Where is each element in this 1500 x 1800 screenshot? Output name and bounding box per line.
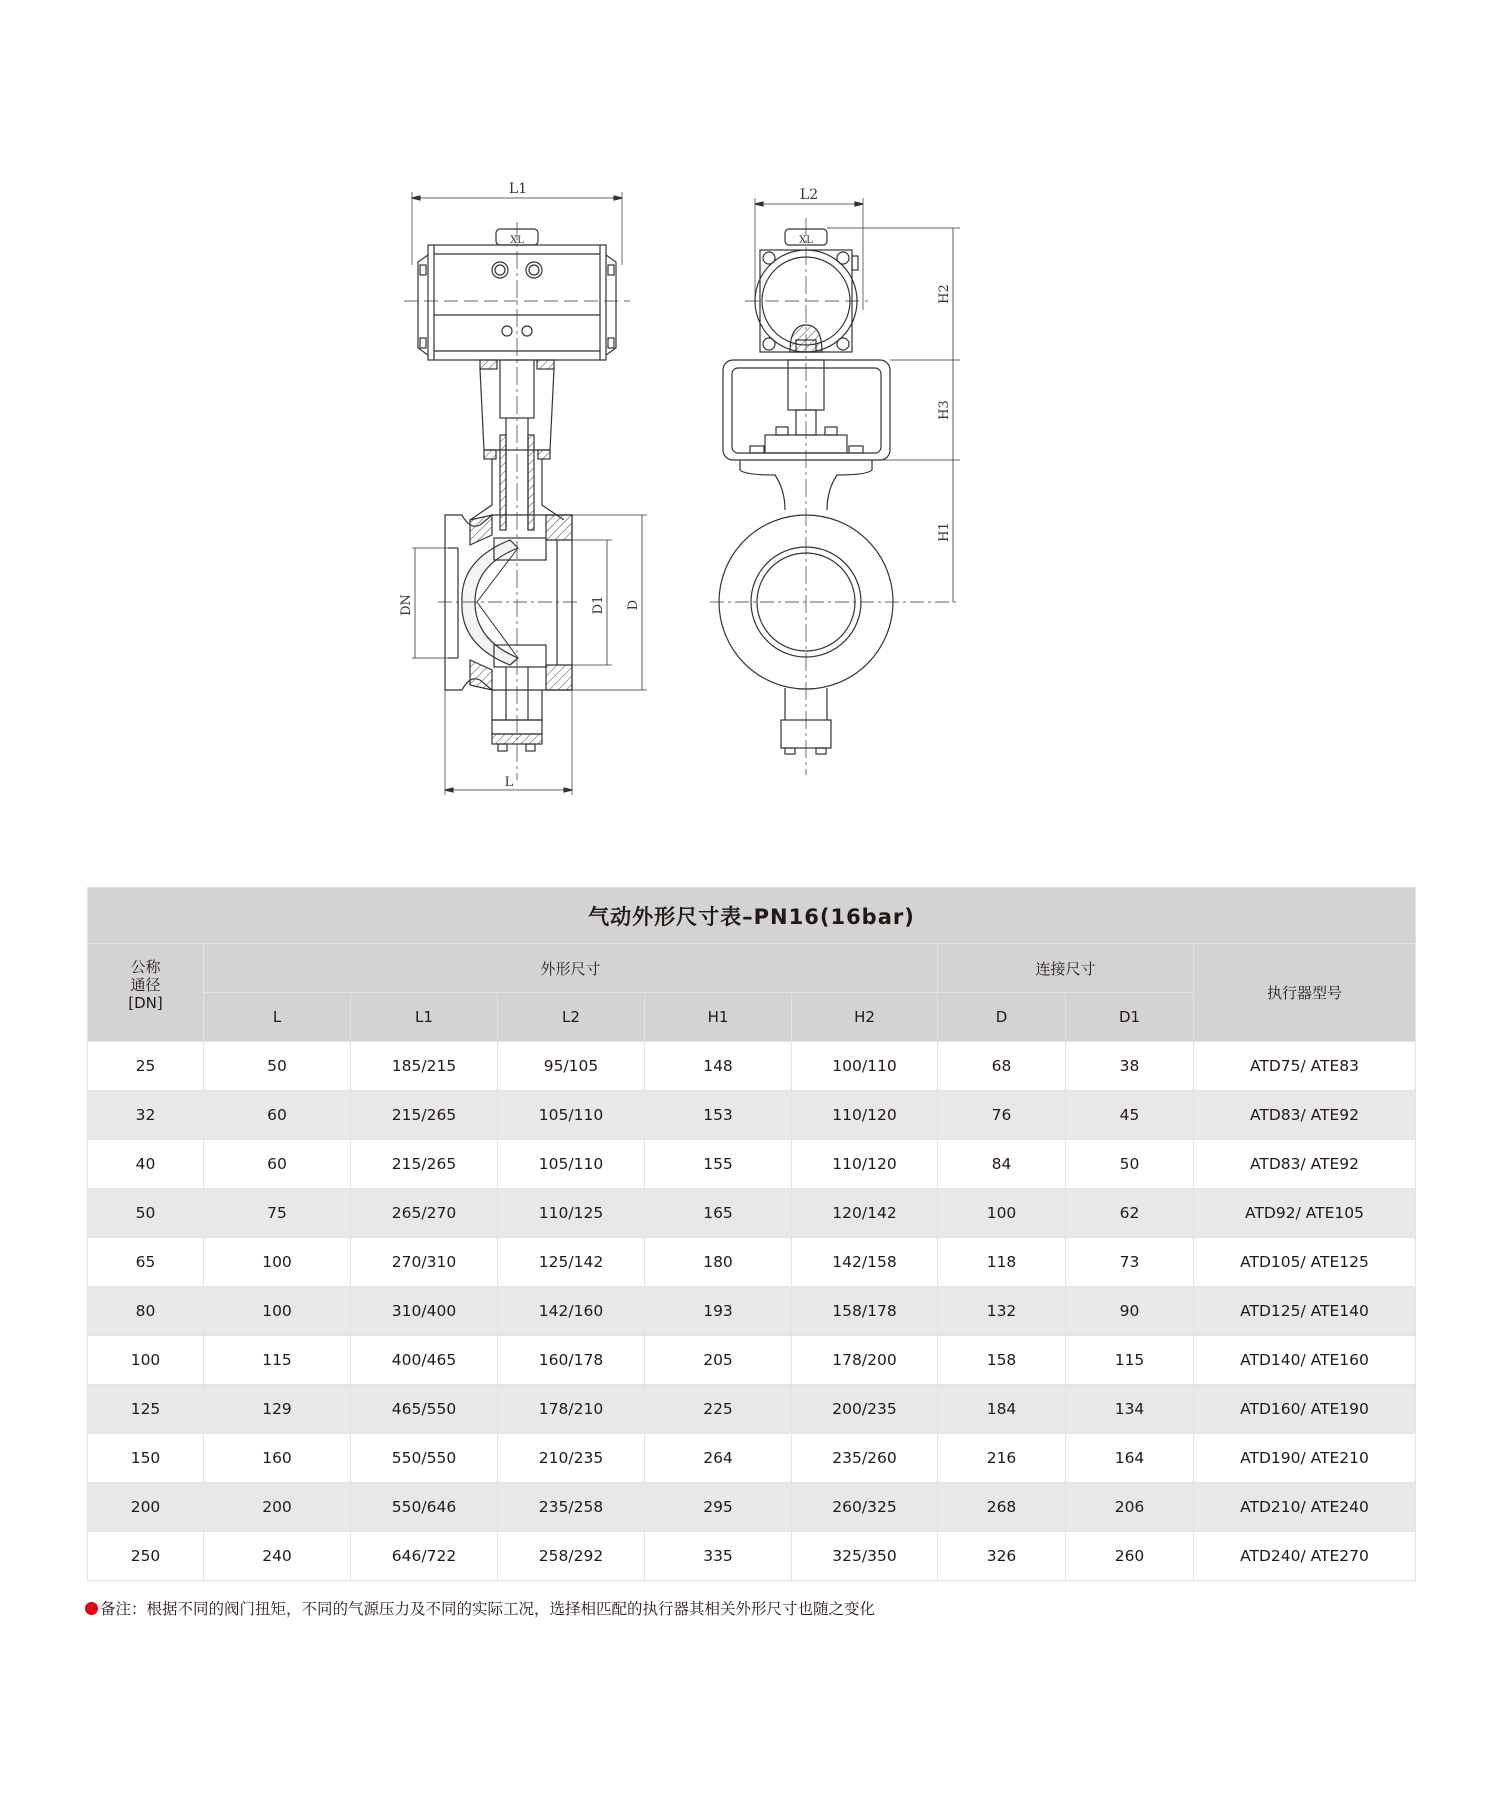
header-actuator-model: 执行器型号 xyxy=(1194,944,1416,1042)
cell-H2: 200/235 xyxy=(792,1385,938,1434)
label-XL-left: XL xyxy=(510,235,524,246)
table-row xyxy=(88,1336,1416,1385)
dimension-L2 xyxy=(755,187,863,310)
header-L2: L2 xyxy=(498,993,645,1042)
cell-D1: 90 xyxy=(1066,1287,1194,1336)
cell-H1: 180 xyxy=(645,1238,792,1287)
header-dn-line3: [DN] xyxy=(128,994,163,1012)
cell-D: 132 xyxy=(938,1287,1066,1336)
cell-dn: 80 xyxy=(88,1287,204,1336)
cell-H1: 295 xyxy=(645,1483,792,1532)
cell-H2: 178/200 xyxy=(792,1336,938,1385)
cell-actuator: ATD83/ ATE92 xyxy=(1194,1140,1416,1189)
cell-D1: 260 xyxy=(1066,1532,1194,1581)
cell-actuator: ATD92/ ATE105 xyxy=(1194,1189,1416,1238)
cell-L: 100 xyxy=(204,1238,351,1287)
label-L1: L1 xyxy=(508,181,528,197)
cell-actuator: ATD125/ ATE140 xyxy=(1194,1287,1416,1336)
cell-D1: 62 xyxy=(1066,1189,1194,1238)
cell-L: 160 xyxy=(204,1434,351,1483)
header-outer-dimensions: 外形尺寸 xyxy=(204,944,938,993)
table-row xyxy=(88,1189,1416,1238)
cell-L2: 142/160 xyxy=(498,1287,645,1336)
label-D1: D1 xyxy=(591,595,606,615)
table-row xyxy=(88,1238,1416,1287)
cell-dn: 32 xyxy=(88,1091,204,1140)
dimension-D xyxy=(572,515,647,690)
label-XL-right: XL xyxy=(799,235,813,246)
cell-dn: 250 xyxy=(88,1532,204,1581)
header-H1: H1 xyxy=(645,993,792,1042)
cell-L2: 110/125 xyxy=(498,1189,645,1238)
cell-L: 60 xyxy=(204,1140,351,1189)
table-body xyxy=(88,1042,1416,1581)
cell-D: 326 xyxy=(938,1532,1066,1581)
cell-L: 100 xyxy=(204,1287,351,1336)
header-dn xyxy=(88,944,204,1042)
cell-actuator: ATD160/ ATE190 xyxy=(1194,1385,1416,1434)
cell-L1: 550/550 xyxy=(351,1434,498,1483)
cell-L: 60 xyxy=(204,1091,351,1140)
cell-L2: 258/292 xyxy=(498,1532,645,1581)
footnote xyxy=(85,1597,875,1619)
cell-D1: 164 xyxy=(1066,1434,1194,1483)
header-D: D xyxy=(938,993,1066,1042)
cell-L2: 178/210 xyxy=(498,1385,645,1434)
label-L2: L2 xyxy=(799,187,819,203)
cell-dn: 65 xyxy=(88,1238,204,1287)
cell-L2: 235/258 xyxy=(498,1483,645,1532)
cell-L1: 310/400 xyxy=(351,1287,498,1336)
cell-H1: 165 xyxy=(645,1189,792,1238)
table-row xyxy=(88,1140,1416,1189)
header-L: L xyxy=(204,993,351,1042)
valve-technical-drawing xyxy=(0,0,1500,820)
front-section-view xyxy=(399,181,647,795)
cell-H1: 335 xyxy=(645,1532,792,1581)
cell-D1: 50 xyxy=(1066,1140,1194,1189)
cell-L1: 646/722 xyxy=(351,1532,498,1581)
cell-D1: 134 xyxy=(1066,1385,1194,1434)
cell-L1: 265/270 xyxy=(351,1189,498,1238)
cell-D: 100 xyxy=(938,1189,1066,1238)
cell-L1: 215/265 xyxy=(351,1091,498,1140)
cell-L1: 400/465 xyxy=(351,1336,498,1385)
table-row xyxy=(88,1483,1416,1532)
cell-D: 68 xyxy=(938,1042,1066,1091)
cell-H2: 142/158 xyxy=(792,1238,938,1287)
cell-L1: 465/550 xyxy=(351,1385,498,1434)
cell-D1: 73 xyxy=(1066,1238,1194,1287)
dimension-DN xyxy=(399,548,448,658)
cell-H2: 260/325 xyxy=(792,1483,938,1532)
cell-H2: 235/260 xyxy=(792,1434,938,1483)
header-connection-dimensions: 连接尺寸 xyxy=(938,944,1194,993)
cell-H1: 264 xyxy=(645,1434,792,1483)
cell-L: 115 xyxy=(204,1336,351,1385)
cell-L: 75 xyxy=(204,1189,351,1238)
cell-D: 118 xyxy=(938,1238,1066,1287)
cell-H2: 110/120 xyxy=(792,1140,938,1189)
label-H2: H2 xyxy=(937,284,952,304)
cell-H1: 205 xyxy=(645,1336,792,1385)
cell-D1: 206 xyxy=(1066,1483,1194,1532)
table-row xyxy=(88,1091,1416,1140)
cell-L2: 95/105 xyxy=(498,1042,645,1091)
cell-dn: 200 xyxy=(88,1483,204,1532)
cell-actuator: ATD83/ ATE92 xyxy=(1194,1091,1416,1140)
cell-D1: 45 xyxy=(1066,1091,1194,1140)
cell-actuator: ATD190/ ATE210 xyxy=(1194,1434,1416,1483)
header-L1: L1 xyxy=(351,993,498,1042)
cell-H1: 155 xyxy=(645,1140,792,1189)
label-D: D xyxy=(626,599,641,611)
cell-L1: 270/310 xyxy=(351,1238,498,1287)
cell-L2: 105/110 xyxy=(498,1091,645,1140)
cell-D: 76 xyxy=(938,1091,1066,1140)
label-H1: H1 xyxy=(937,522,952,542)
cell-actuator: ATD140/ ATE160 xyxy=(1194,1336,1416,1385)
header-H2: H2 xyxy=(792,993,938,1042)
cell-L1: 185/215 xyxy=(351,1042,498,1091)
label-L: L xyxy=(504,775,514,790)
cell-dn: 40 xyxy=(88,1140,204,1189)
cell-L1: 215/265 xyxy=(351,1140,498,1189)
cell-H2: 100/110 xyxy=(792,1042,938,1091)
side-view xyxy=(710,187,960,775)
table-row xyxy=(88,1385,1416,1434)
cell-dn: 100 xyxy=(88,1336,204,1385)
cell-L2: 105/110 xyxy=(498,1140,645,1189)
dimension-D1 xyxy=(557,540,612,665)
cell-L2: 125/142 xyxy=(498,1238,645,1287)
table-row xyxy=(88,1434,1416,1483)
cell-actuator: ATD240/ ATE270 xyxy=(1194,1532,1416,1581)
cell-D: 84 xyxy=(938,1140,1066,1189)
header-dn-line2: 通径 xyxy=(130,976,161,994)
cell-D: 216 xyxy=(938,1434,1066,1483)
dimension-H1 xyxy=(872,460,960,602)
cell-dn: 125 xyxy=(88,1385,204,1434)
cell-H2: 110/120 xyxy=(792,1091,938,1140)
table-title: 气动外形尺寸表–PN16(16bar) xyxy=(88,888,1416,944)
cell-L: 200 xyxy=(204,1483,351,1532)
cell-H2: 120/142 xyxy=(792,1189,938,1238)
label-H3: H3 xyxy=(937,400,952,420)
cell-H1: 153 xyxy=(645,1091,792,1140)
cell-H2: 158/178 xyxy=(792,1287,938,1336)
cell-actuator: ATD210/ ATE240 xyxy=(1194,1483,1416,1532)
cell-L: 129 xyxy=(204,1385,351,1434)
cell-L: 50 xyxy=(204,1042,351,1091)
cell-L1: 550/646 xyxy=(351,1483,498,1532)
cell-H1: 193 xyxy=(645,1287,792,1336)
table-row xyxy=(88,1532,1416,1581)
cell-D: 184 xyxy=(938,1385,1066,1434)
cell-L: 240 xyxy=(204,1532,351,1581)
cell-D1: 115 xyxy=(1066,1336,1194,1385)
header-dn-line1: 公称 xyxy=(130,958,161,976)
cell-D: 268 xyxy=(938,1483,1066,1532)
bullet-dot-icon xyxy=(85,1602,98,1615)
footnote-text: 备注：根据不同的阀门扭矩，不同的气源压力及不同的实际工况，选择相匹配的执行器其相关外形尺寸也随之变化 xyxy=(100,1600,876,1618)
cell-dn: 25 xyxy=(88,1042,204,1091)
cell-actuator: ATD105/ ATE125 xyxy=(1194,1238,1416,1287)
label-DN: DN xyxy=(399,594,414,616)
dimension-table xyxy=(87,887,1416,1581)
header-D1: D1 xyxy=(1066,993,1194,1042)
cell-L2: 160/178 xyxy=(498,1336,645,1385)
cell-dn: 50 xyxy=(88,1189,204,1238)
cell-dn: 150 xyxy=(88,1434,204,1483)
cell-D: 158 xyxy=(938,1336,1066,1385)
table-row xyxy=(88,1042,1416,1091)
cell-L2: 210/235 xyxy=(498,1434,645,1483)
cell-H2: 325/350 xyxy=(792,1532,938,1581)
cell-H1: 225 xyxy=(645,1385,792,1434)
cell-D1: 38 xyxy=(1066,1042,1194,1091)
table-row xyxy=(88,1287,1416,1336)
cell-actuator: ATD75/ ATE83 xyxy=(1194,1042,1416,1091)
cell-H1: 148 xyxy=(645,1042,792,1091)
dimension-H3 xyxy=(890,360,960,460)
